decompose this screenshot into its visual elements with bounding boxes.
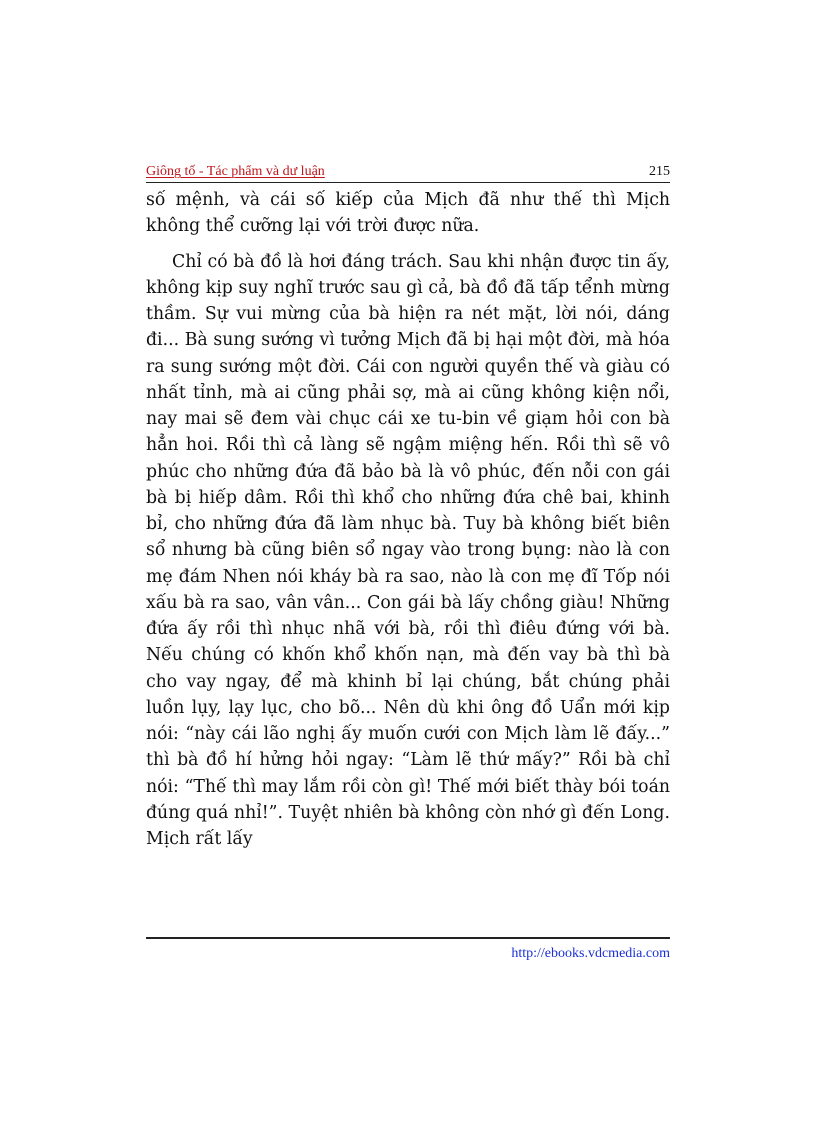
paragraph-continued: số mệnh, và cái số kiếp của Mịch đã như thế thì Mịch không thể cưỡng lại với trời được nữa. xyxy=(146,190,670,237)
body-text xyxy=(146,187,670,852)
paragraph: Chỉ có bà đồ là hơi đáng trách. Sau khi nhận được tin ấy, không kịp suy nghĩ trước sau gì cả, bà đồ đã tấp tểnh mừng thầm. Sự vui mừng của bà hiện ra nét mặt, lời nói, dáng đi... Bà sung sướng vì tưởng Mịch đã bị hại một đời, mà hóa ra sung sướng một đời. Cái con người quyền thế và giàu có nhất tỉnh, mà ai cũng phải sợ, mà ai cũng không kiện nổi, nay mai sẽ đem vài chục cái xe tu-bin về giạm hỏi con bà hẳn hoi. Rồi thì cả làng sẽ ngậm miệng hến. Rồi thì sẽ vô phúc cho những đứa đã bảo bà là vô phúc, đến nỗi con gái bà bị hiếp dâm. Rồi thì khổ cho những đứa chê bai, khinh bỉ, cho những đứa đã làm nhục bà. Tuy bà không biết biên sổ nhưng bà cũng biên sổ ngay vào trong bụng: nào là con mẹ đám Nhen nói kháy bà ra sao, nào là con mẹ đĩ Tốp nói xấu bà ra sao, vân vân... Con gái bà lấy chồng giàu! Những đứa ấy rồi thì nhục nhã với bà, rồi thì điêu đứng với bà. Nếu chúng có khốn khổ khốn nạn, mà đến vay bà thì bà cho vay ngay, để mà khinh bỉ lại chúng, bắt chúng phải luồn lụy, lạy lục, cho bõ... Nên dù khi ông đồ Uẩn mới kịp nói: “này cái lão nghị ấy muốn cưới con Mịch làm lẽ đấy...” thì bà đồ hí hửng hỏi ngay: “Làm lẽ thứ mấy?” Rồi bà chỉ nói: “Thế thì may lắm rồi còn gì! Thế mới biết thày bói toán đúng quá nhỉ!”. Tuyệt nhiên bà không còn nhớ gì đến Long. Mịch rất lấy xyxy=(146,251,670,849)
running-title: Giông tố - Tác phẩm và dư luận xyxy=(146,164,325,179)
footer-url-link[interactable]: http://ebooks.vdcmedia.com xyxy=(511,946,670,961)
page-header xyxy=(146,162,670,183)
page-number: 215 xyxy=(649,164,670,179)
footer-divider xyxy=(146,937,670,939)
